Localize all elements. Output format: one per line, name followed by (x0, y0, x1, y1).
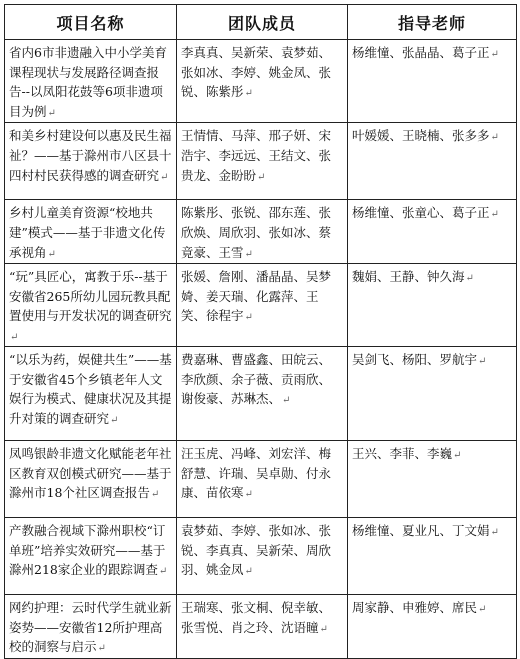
return-mark: ↵ (282, 395, 291, 407)
return-mark: ↵ (478, 355, 487, 367)
advisors-cell (348, 200, 517, 264)
return-mark: ↵ (110, 414, 119, 426)
project-name: 凤鸣银龄非遗文化赋能老年社区教育双创模式研究——基于滁州市18个社区调查报告 (9, 445, 172, 501)
members-cell (177, 40, 348, 123)
members-cell (177, 264, 348, 347)
return-mark: ↵ (490, 209, 499, 221)
members-cell (177, 346, 348, 440)
table-row (5, 440, 517, 517)
header-project-name: 项目名称 (5, 5, 177, 40)
members-cell (177, 200, 348, 264)
team-members: 张媛、詹刚、潘晶晶、吴梦婍、姜天瑞、化露萍、王笑、徐程宇 (181, 269, 332, 324)
advisors-cell (348, 346, 517, 440)
project-name: 省内6市非遗融入中小学美育课程现状与发展路径调查报告--以凤阳花鼓等6项非遗项目为例 (9, 45, 167, 119)
project-cell (5, 40, 177, 123)
members-cell (177, 517, 348, 594)
project-cell (5, 594, 177, 658)
project-name: 乡村儿童美育资源“校地共建”模式——基于非遗文化传承视角 (9, 205, 166, 260)
project-cell (5, 264, 177, 347)
table-row (5, 200, 517, 264)
return-mark: ↵ (10, 331, 19, 343)
project-cell (5, 517, 177, 594)
advisors: 杨维憧、夏业凡、丁文娟 (352, 522, 490, 538)
project-name: “玩”具匠心，寓教于乐--基于安徽省265所幼儿园玩教具配置使用与开发状况的调查研究 (9, 269, 172, 324)
return-mark: ↵ (160, 171, 169, 183)
return-mark: ↵ (47, 248, 56, 260)
return-mark: ↵ (158, 566, 168, 578)
return-mark: ↵ (244, 566, 253, 578)
return-mark: ↵ (244, 88, 253, 100)
return-mark: ↵ (490, 526, 499, 538)
advisors: 杨维憧、张童心、葛子正 (352, 205, 490, 221)
team-members: 陈紫彤、张锐、邵东莲、张欣焕、周欣羽、张如冰、蔡竟豪、王雪 (181, 205, 332, 260)
return-mark: ↵ (97, 643, 106, 655)
return-mark: ↵ (257, 171, 266, 183)
return-mark: ↵ (478, 603, 487, 615)
advisors-cell (348, 40, 517, 123)
return-mark: ↵ (490, 132, 499, 144)
advisors-cell (348, 594, 517, 658)
advisors-cell (348, 440, 517, 517)
header-advisors: 指导老师 (348, 5, 517, 40)
team-members: 王瑞寒、张文桐、倪幸敏、张雪悦、肖之玲、沈语瞳 (181, 599, 332, 635)
advisors: 魏娟、王静、钟久海 (352, 269, 465, 285)
header-row (5, 5, 517, 40)
project-name: 产教融合视域下滁州职校“订单班”培养实效研究——基于滁州218家企业的跟踪调查 (9, 522, 166, 578)
advisors-cell (348, 123, 517, 200)
table-row (5, 123, 517, 200)
table-row (5, 594, 517, 658)
table-row (5, 346, 517, 440)
advisors: 王兴、李菲、李巍 (352, 445, 453, 461)
members-cell (177, 594, 348, 658)
return-mark: ↵ (490, 49, 499, 60)
table-row (5, 264, 517, 347)
table-row (5, 517, 517, 594)
team-members: 汪玉虎、冯峰、刘宏洋、梅舒慧、许瑞、吴卓勋、付永康、苗依寒 (181, 445, 332, 501)
return-mark: ↵ (319, 623, 328, 635)
project-cell (5, 200, 177, 264)
return-mark: ↵ (244, 312, 253, 324)
project-name: “以乐为药，娱健共生”——基于安徽省45个乡镇老年人文娱行为模式、健康状况及其提升对策的调查研究 (9, 351, 172, 426)
advisors-cell (348, 517, 517, 594)
advisors: 吴剑飞、杨阳、罗航宇 (352, 351, 478, 367)
header-team-members: 团队成员 (177, 5, 348, 40)
advisors-cell (348, 264, 517, 347)
members-cell (177, 440, 348, 517)
project-cell (5, 346, 177, 440)
advisors: 周家静、申雅婷、席民 (352, 599, 478, 615)
team-members: 王情情、马萍、邢子妍、宋浩宇、李远远、王结文、张贵龙、金盼盼 (181, 128, 332, 183)
project-name: 网约护理：云时代学生就业新姿势——安徽省12所护理高校的洞察与启示 (9, 599, 172, 655)
project-cell (5, 440, 177, 517)
advisors: 杨维憧、张晶晶、葛子正 (352, 45, 490, 60)
project-cell (5, 123, 177, 200)
return-mark: ↵ (244, 489, 253, 501)
return-mark: ↵ (150, 489, 160, 501)
project-name: 和美乡村建设何以惠及民生福祉？——基于滁州市八区县十四村村民获得感的调查研究 (9, 128, 172, 183)
project-table (4, 4, 517, 659)
team-members: 费嘉琳、曹盛鑫、田皖云、李欣颜、余子薇、贡雨欣、谢俊豪、苏琳杰、 (181, 351, 332, 407)
advisors: 叶媛媛、王晓楠、张多多 (352, 128, 490, 144)
return-mark: ↵ (453, 449, 462, 461)
members-cell (177, 123, 348, 200)
table-row (5, 40, 517, 123)
return-mark: ↵ (465, 273, 474, 285)
team-members: 袁梦茹、李婷、张如冰、张锐、李真真、吴新荣、周欣羽、姚金凤 (181, 522, 332, 578)
team-members: 李真真、吴新荣、袁梦茹、张如冰、李婷、姚金凤、张锐、陈紫彤 (181, 45, 332, 100)
return-mark: ↵ (47, 107, 56, 119)
return-mark: ↵ (244, 248, 253, 260)
